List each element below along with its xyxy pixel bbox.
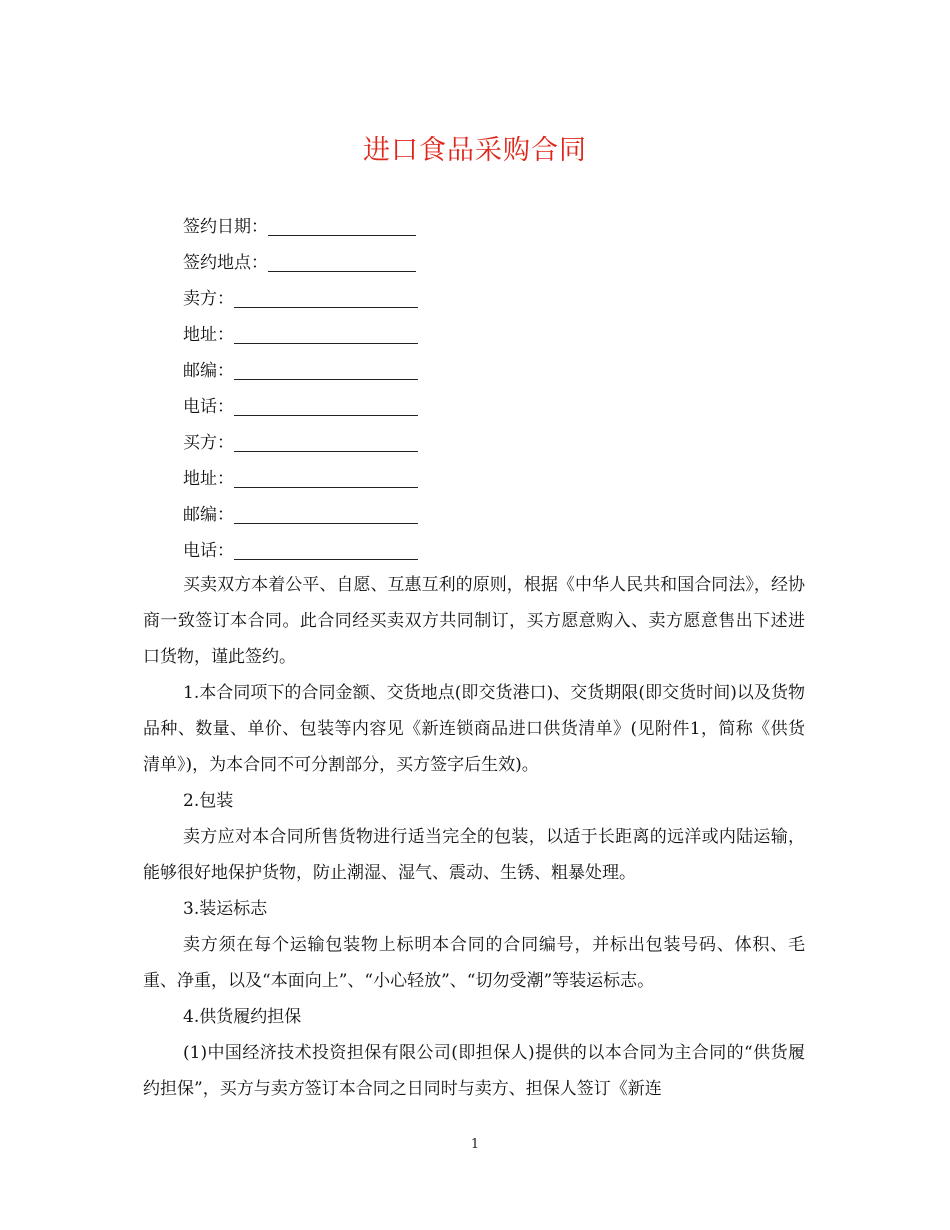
field-seller-postcode [183, 350, 418, 386]
blank-line [234, 285, 418, 308]
blank-line [234, 429, 418, 452]
clause-4-1-paragraph: (1)中国经济技术投资担保有限公司(即担保人)提供的以本合同为主合同的“供货履约担保”，买方与卖方签订本合同之日同时与卖方、担保人签订《新连 [143, 1043, 805, 1099]
field-label: 电话： [183, 541, 234, 561]
blank-line [234, 537, 418, 560]
field-buyer [183, 422, 418, 458]
blank-line [234, 321, 418, 344]
field-label: 签约地点： [183, 253, 268, 273]
field-sign-date [183, 206, 418, 242]
field-label: 签约日期： [183, 217, 268, 237]
field-label: 邮编： [183, 361, 234, 381]
clause-4-heading: 4.供货履约担保 [183, 1007, 302, 1027]
blank-line [234, 465, 418, 488]
field-label: 地址： [183, 469, 234, 489]
field-label: 卖方： [183, 289, 234, 309]
blank-line [268, 249, 416, 272]
field-seller-address [183, 314, 418, 350]
field-seller [183, 278, 418, 314]
field-label: 邮编： [183, 505, 234, 525]
clause-3-paragraph: 卖方须在每个运输包装物上标明本合同的合同编号，并标出包装号码、体积、毛重、净重，以及“本面向上”、“小心轻放”、“切勿受潮”等装运标志。 [143, 935, 805, 991]
contract-body [143, 567, 805, 1107]
field-sign-place [183, 242, 418, 278]
clause-2-heading: 2.包装 [183, 791, 234, 811]
blank-line [234, 393, 418, 416]
field-seller-phone [183, 386, 418, 422]
field-label: 买方： [183, 433, 234, 453]
preamble-paragraph: 买卖双方本着公平、自愿、互惠互利的原则，根据《中华人民共和国合同法》，经协商一致签订本合同。此合同经买卖双方共同制订，买方愿意购入、卖方愿意售出下述进口货物，谨此签约。 [143, 575, 805, 667]
field-buyer-address [183, 458, 418, 494]
field-buyer-postcode [183, 494, 418, 530]
document-title: 进口食品采购合同 [363, 135, 587, 166]
field-buyer-phone [183, 530, 418, 566]
page-number: 1 [470, 1137, 480, 1152]
field-label: 电话： [183, 397, 234, 417]
signing-info-fields [183, 206, 418, 566]
clause-1-paragraph: 1.本合同项下的合同金额、交货地点(即交货港口)、交货期限(即交货时间)以及货物品种、数量、单价、包装等内容见《新连锁商品进口供货清单》(见附件1，简称《供货清单》)，为本合同不可分割部分，买方签字后生效)。 [143, 683, 805, 775]
clause-3-heading: 3.装运标志 [183, 899, 268, 919]
blank-line [268, 213, 416, 236]
blank-line [234, 501, 418, 524]
clause-2-paragraph: 卖方应对本合同所售货物进行适当完全的包装，以适于长距离的远洋或内陆运输，能够很好地保护货物，防止潮湿、湿气、震动、生锈、粗暴处理。 [143, 827, 805, 883]
field-label: 地址： [183, 325, 234, 345]
blank-line [234, 357, 418, 380]
